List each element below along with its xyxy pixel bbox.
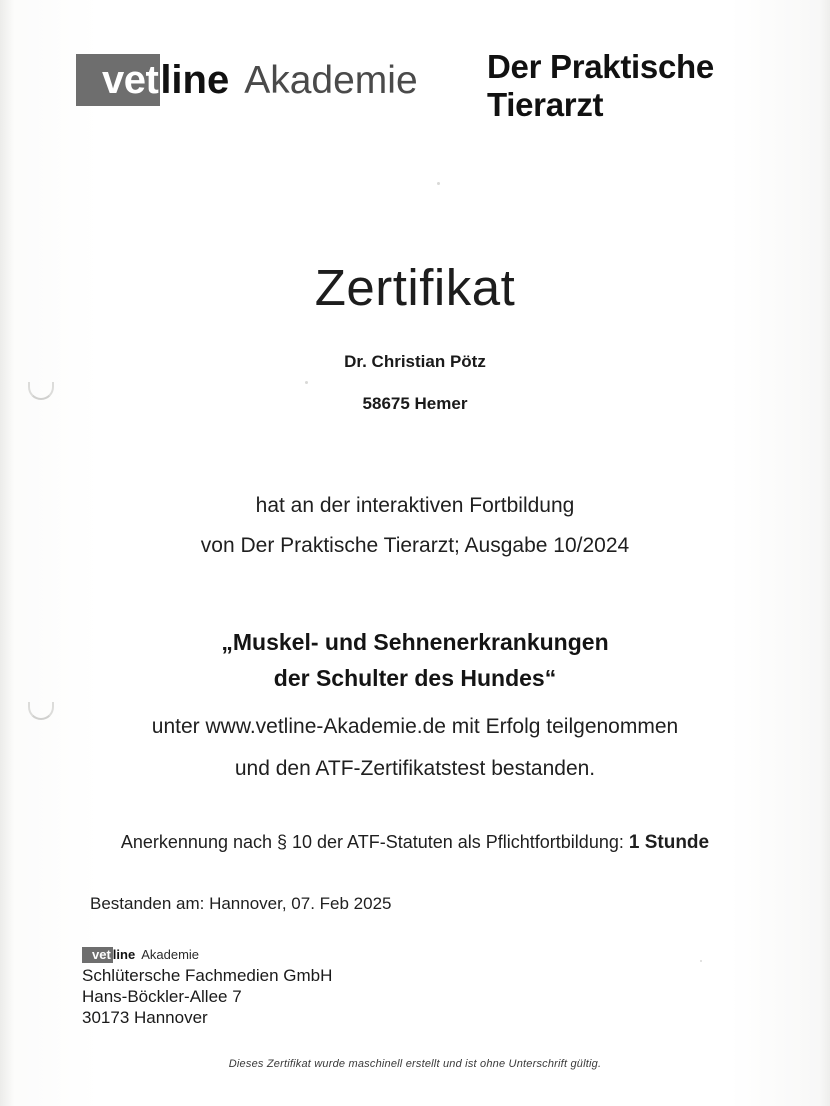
footer-logo-mark-vet: vet [82, 947, 113, 963]
issuer-block [82, 946, 332, 1028]
page-title: Zertifikat [314, 259, 516, 316]
course-title-line1: „Muskel- und Sehnenerkrankungen [221, 629, 609, 655]
scan-speckle [305, 381, 308, 384]
recipient-name: Dr. Christian Pötz [344, 352, 486, 371]
completion-line2: und den ATF-Zertifikatstest bestanden. [234, 757, 596, 780]
participation-line2: von Der Praktische Tierarzt; Ausgabe 10/2024 [200, 534, 630, 557]
logo-text-akademie: Akademie [244, 59, 418, 102]
recognition-statement [0, 832, 830, 854]
passed-date: Bestanden am: Hannover, 07. Feb 2025 [90, 894, 392, 913]
participation-statement [0, 486, 830, 566]
issuer-city: 30173 Hannover [82, 1008, 208, 1027]
logo-mark-line: line [160, 54, 235, 106]
recognition-text: Anerkennung nach § 10 der ATF-Statuten als Pflichtfortbildung: [120, 832, 624, 852]
participation-line1: hat an der interaktiven Fortbildung [255, 494, 575, 517]
recipient-city: 58675 Hemer [362, 394, 468, 413]
completion-line1: unter www.vetline-Akademie.de mit Erfolg teilgenommen [151, 715, 679, 738]
vetline-akademie-logo [76, 54, 418, 107]
journal-title-line1: Der Praktische [487, 48, 714, 85]
journal-title [487, 48, 714, 124]
course-title [0, 624, 830, 696]
course-title-line2: der Schulter des Hundes“ [273, 665, 557, 691]
issuer-address [82, 965, 332, 1028]
footer-vetline-logo [82, 947, 199, 963]
document-header [0, 48, 830, 128]
completion-statement [0, 706, 830, 790]
footer-logo-mark-line: line [112, 947, 136, 962]
recognition-hours: 1 Stunde [628, 832, 710, 853]
journal-title-line2: Tierarzt [487, 86, 604, 123]
scan-speckle [700, 960, 702, 962]
logo-mark-vet: vet [76, 54, 162, 106]
scan-speckle [437, 182, 440, 185]
issuer-street: Hans-Böckler-Allee 7 [82, 987, 242, 1006]
footer-logo-text-akademie: Akademie [141, 947, 200, 962]
disclaimer-note: Dieses Zertifikat wurde maschinell erstellt und ist ohne Unterschrift gültig. [228, 1058, 602, 1070]
issuer-company: Schlütersche Fachmedien GmbH [82, 966, 333, 985]
